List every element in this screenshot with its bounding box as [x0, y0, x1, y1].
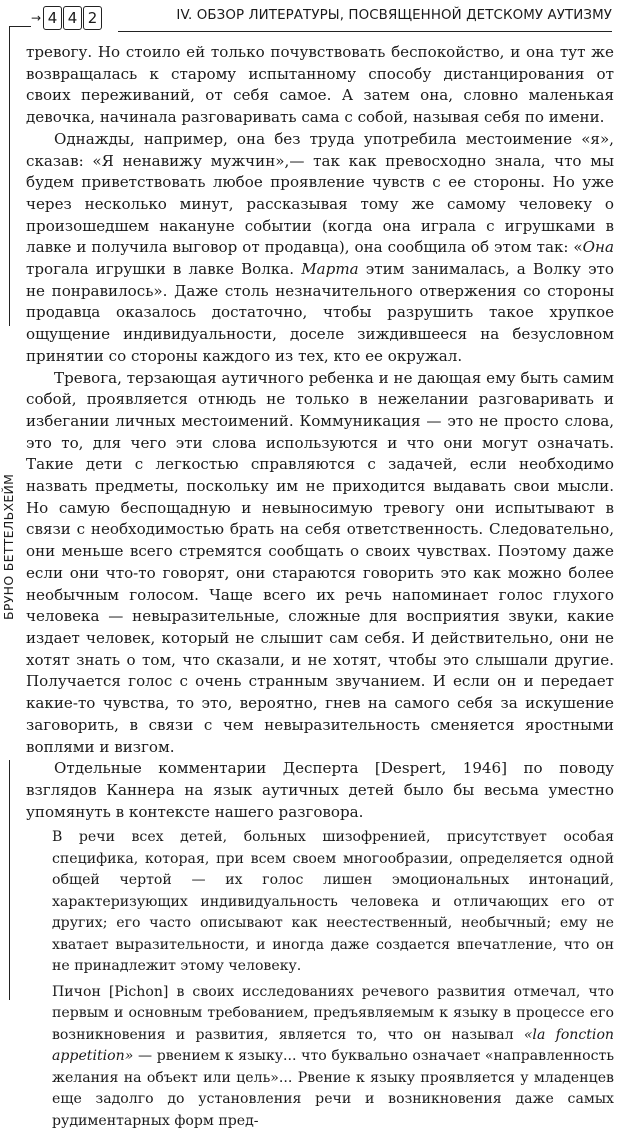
running-head: IV. ОБЗОР ЛИТЕРАТУРЫ, ПОСВЯЩЕННОЙ ДЕТСКОМУ АУТИЗМУ [176, 8, 612, 23]
header-rule [118, 31, 612, 32]
quote-paragraph: В речи всех детей, больных шизофренией, присутствует особая специфика, которая, при всем своем многообразии, определяется одной общей чертой — их голос лишен эмоциональных интонаций, характеризующих индивидуальность человека и отличающих его от других; его часто описывают как неестественный, необычный; ему не хватает выразительности, и иногда даже создается впечатление, что он не принадлежит этому человеку. [52, 829, 614, 975]
page-body [26, 42, 614, 1132]
quote-paragraph [52, 982, 614, 1132]
paragraph: Тревога, терзающая аутичного ребенка и не дающая ему быть самим собой, проявляется отнюдь не только в нежелании разговаривать и избегании личных местоимений. Коммуникация — это не просто слова, это то, для чего эти слова используются и что они могут означать. Такие дети с легкостью справляются с задачей, если необходимо назвать предметы, поскольку им не приходится выдавать свои мысли. Но самую беспощадную и невыносимую тревогу они испытывают в связи с необходимостью брать на себя ответственность. Следовательно, они меньше всего стремятся сообщать о своих чувствах. Поэтому даже если они что-то говорят, они стараются говорить это как можно более необычным голосом. Чаще всего их речь напоминает голос глухого человека — невыразительные, сложные для восприятия звуки, какие издает человек, который не слышит сам себя. И действительно, они не хотят знать о том, что сказали, и не хотят, чтобы это слышали другие. Получается голос с очень странным звучанием. И если он и передает какие-то чувства, то это, вероятно, гнев на самого себя за искушение заговорить, в связи с чем невыразительность сменяется яростными воплями и визгом. [26, 368, 614, 756]
emphasis: Марта [301, 260, 359, 279]
side-rule [9, 26, 10, 326]
text-run: — рвением к языку... что буквально означает «направленность желания на объект или цель»... Рвение к языку проявляется у младенцев еще задолго до установления речи и возникновения даже самых рудиментарных форм пред- [52, 1048, 614, 1129]
emphasis: «la fonction appetition» [52, 1026, 615, 1065]
emphasis: Она [582, 238, 614, 257]
text-run: трогала игрушки в лавке Волка. [26, 260, 302, 279]
side-rule [9, 26, 31, 27]
page-digit: 4 [43, 6, 62, 30]
arrow-icon: → [31, 11, 42, 25]
page-digit: 4 [63, 6, 82, 30]
side-rule [9, 760, 10, 1000]
page-header [20, 4, 612, 34]
paragraph: тревогу. Но стоило ей только почувствовать беспокойство, и она тут же возвращалась к старому испытанному способу дистанцирования от своих переживаний, от себя самое. А затем она, словно маленькая девочка, начинала разговаривать сама с собой, называя себя по имени. [26, 43, 614, 127]
text-run: Однажды, например, она без труда употребила местоимение «я», сказав: «Я ненавижу мужчин»,— так как превосходно знала, что мы будем приветствовать любое проявление чувств с ее стороны. Но уже через несколько минут, рассказывая тому же самому человеку о произошедшем накануне событии (когда она играла с игрушками в лавке и получила выговор от продавца), она сообщила об этом так: « [26, 129, 614, 257]
block-quote [26, 827, 614, 1132]
page-number [30, 6, 102, 30]
author-name: БРУНО БЕТТЕЛЬХЕЙМ [1, 473, 16, 620]
text-run: этим занималась, а Волку это не понравилось». Даже столь незначительного отвержения со стороны продавца оказалось достаточно, чтобы разрушить такое хрупкое ощущение индивидуальности, доселе зиждившееся на безусловном принятии со стороны каждого из тех, кто ее окружал. [26, 260, 614, 365]
paragraph [26, 129, 614, 368]
paragraph: Отдельные комментарии Десперта [Despert, 1946] по поводу взглядов Каннера на язык аутичных детей было бы весьма уместно упомянуть в контексте нашего разговора. [26, 759, 614, 821]
page-digit: 2 [83, 6, 102, 30]
text-run: Пичон [Pichon] в своих исследованиях речевого развития отмечал, что первым и основным требованием, предъявляемым к языку в процессе его возникновения и развития, является то, что он называл [52, 983, 614, 1043]
